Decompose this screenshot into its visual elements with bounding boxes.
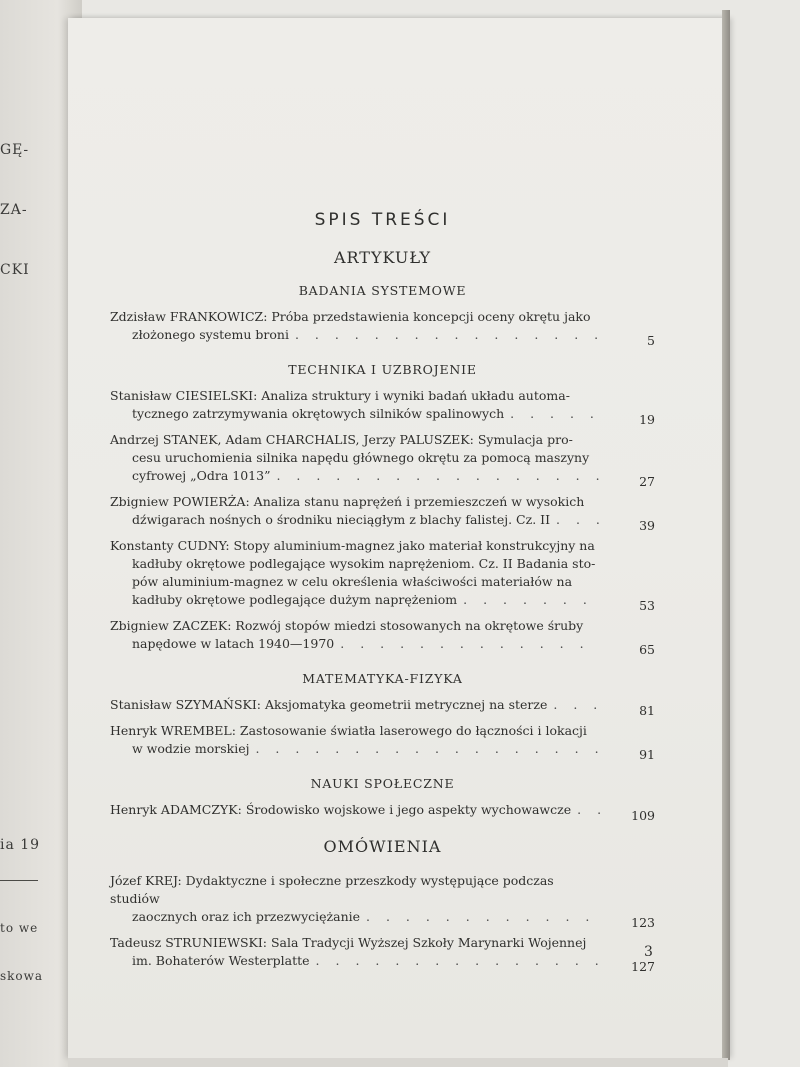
part-heading: OMÓWIENIA <box>323 837 442 856</box>
toc-entry-page-number: 109 <box>631 808 655 823</box>
toc-entry-line: napędowe w latach 1940—1970 <box>132 636 335 651</box>
leader-dots <box>577 801 600 819</box>
section-heading: MATEMATYKA-FIZYKA <box>302 671 463 686</box>
facing-page-rule <box>0 880 38 881</box>
toc-entry-line: Henryk WREMBEL: Zastosowanie światła laserowego do łączności i lokacji <box>110 723 587 738</box>
facing-page-text-mid: ia 19 <box>0 837 41 853</box>
toc-entry-last-line <box>110 696 600 714</box>
section-gap <box>110 766 655 776</box>
leader-dots <box>276 467 600 485</box>
toc-entry <box>110 934 655 974</box>
section-gap <box>110 352 655 362</box>
leader-dots <box>556 511 600 529</box>
toc-entry-page-number: 5 <box>647 333 655 348</box>
toc-entry-last-line <box>110 326 600 344</box>
toc-entry-line: Tadeusz STRUNIEWSKI: Sala Tradycji Wyższej Szkoły Marynarki Wojennej <box>110 935 587 950</box>
toc-entry-line: w wodzie morskiej <box>132 741 250 756</box>
toc-entry-body <box>110 696 655 714</box>
toc-entry-line: Zbigniew POWIERŻA: Analiza stanu naprężeń i przemieszczeń w wysokich <box>110 494 585 509</box>
toc-entry-last-line <box>110 740 600 758</box>
toc-entry-line: złożonego systemu broni <box>132 327 289 342</box>
leader-dots <box>366 908 600 926</box>
page-edge <box>722 10 730 1060</box>
toc-entry <box>110 537 655 613</box>
toc-entry-last-line <box>110 591 600 609</box>
toc-entry <box>110 308 655 348</box>
toc-entry-line: zaocznych oraz ich przezwyciężanie <box>132 909 361 924</box>
leader-dots <box>553 696 600 714</box>
toc-entry-page-number: 91 <box>639 747 655 762</box>
toc-entry-page-number: 65 <box>639 642 655 657</box>
toc-entry-body <box>110 431 655 485</box>
toc-entry-line: Zdzisław FRANKOWICZ: Próba przedstawienia koncepcji oceny okrętu jako <box>110 309 591 324</box>
toc-entry-line: pów aluminium-magnez w celu określenia właściwości materiałów na <box>132 574 573 589</box>
toc-entry-last-line <box>110 405 600 423</box>
toc-entry-body <box>110 387 655 423</box>
toc-entry-line: kadłuby okrętowe podlegające wysokim naprężeniom. Cz. II Badania sto- <box>132 556 596 571</box>
toc-entry <box>110 493 655 533</box>
toc-entry-line: cyfrowej „Odra 1013” <box>132 468 271 483</box>
section-heading: TECHNIKA I UZBROJENIE <box>288 362 477 377</box>
toc-entry-body <box>110 722 655 758</box>
toc-entry-line: Stanisław CIESIELSKI: Analiza struktury i wyniki badań układu automa- <box>110 388 570 403</box>
toc-entry-line: tycznego zatrzymywania okrętowych silników spalinowych <box>132 406 505 421</box>
section-gap <box>110 661 655 671</box>
toc-entry-last-line <box>110 635 600 653</box>
section-heading: BADANIA SYSTEMOWE <box>298 283 467 298</box>
toc-entry-line: Józef KREJ: Dydaktyczne i społeczne przeszkody występujące podczas studiów <box>110 873 554 906</box>
page-number: 3 <box>644 944 653 960</box>
toc-body <box>110 248 655 988</box>
toc-entry-line: im. Bohaterów Westerplatte <box>132 953 310 968</box>
leader-dots <box>463 591 600 609</box>
facing-page-text-top: GĘ- ZA- CKI <box>0 142 30 278</box>
toc-entry-last-line <box>110 908 600 926</box>
part-heading: ARTYKUŁY <box>333 248 432 267</box>
toc-entry-body <box>110 801 655 819</box>
toc-entry-page-number: 127 <box>631 959 655 974</box>
leader-dots <box>510 405 600 423</box>
toc-entry <box>110 431 655 489</box>
toc-entry-page-number: 19 <box>639 412 655 427</box>
toc-entry-line: dźwigarach nośnych o środniku nieciągłym z blachy falistej. Cz. II <box>132 512 551 527</box>
toc-entry-line: Andrzej STANEK, Adam CHARCHALIS, Jerzy PALUSZEK: Symulacja pro- <box>110 432 573 447</box>
toc-entry <box>110 696 655 718</box>
leader-dots <box>340 635 600 653</box>
leader-dots <box>295 326 600 344</box>
toc-entry-last-line <box>110 952 600 970</box>
toc-entry <box>110 617 655 657</box>
toc-entry <box>110 872 655 930</box>
toc-entry-line: Henryk ADAMCZYK: Środowisko wojskowe i jego aspekty wychowawcze <box>110 802 572 817</box>
section-gap <box>110 978 655 988</box>
toc-entry-line: cesu uruchomienia silnika napędu głównego okrętu za pomocą maszyny <box>132 450 590 465</box>
toc-entry-page-number: 123 <box>631 915 655 930</box>
leader-dots <box>255 740 600 758</box>
toc-entry-page-number: 53 <box>639 598 655 613</box>
toc-entry-last-line <box>110 467 600 485</box>
table-of-contents <box>110 210 655 988</box>
toc-entry-body <box>110 308 655 344</box>
page-bottom-shadow <box>68 1058 728 1067</box>
leader-dots <box>316 952 600 970</box>
toc-entry-body <box>110 617 655 653</box>
toc-entry-line: Stanisław SZYMAŃSKI: Aksjomatyka geometrii metrycznej na sterze <box>110 697 548 712</box>
toc-entry-body <box>110 537 655 609</box>
toc-entry-line: kadłuby okrętowe podlegające dużym naprężeniom <box>132 592 458 607</box>
section-heading: NAUKI SPOŁECZNE <box>310 776 455 791</box>
toc-entry-body <box>110 934 655 970</box>
toc-entry <box>110 801 655 823</box>
toc-entry-line: Konstanty CUDNY: Stopy aluminium-magnez jako materiał konstrukcyjny na <box>110 538 595 553</box>
section-gap <box>110 827 655 837</box>
toc-entry-page-number: 27 <box>639 474 655 489</box>
facing-page-text-bottom: to we skowa <box>0 921 44 983</box>
toc-entry-page-number: 81 <box>639 703 655 718</box>
toc-entry <box>110 722 655 762</box>
toc-entry-last-line <box>110 801 600 819</box>
toc-entry <box>110 387 655 427</box>
toc-entry-page-number: 39 <box>639 518 655 533</box>
toc-entry-last-line <box>110 511 600 529</box>
toc-entry-body <box>110 872 655 926</box>
toc-entry-body <box>110 493 655 529</box>
toc-entry-line: Zbigniew ZACZEK: Rozwój stopów miedzi stosowanych na okrętowe śruby <box>110 618 584 633</box>
page-title: SPIS TREŚCI <box>314 210 451 230</box>
